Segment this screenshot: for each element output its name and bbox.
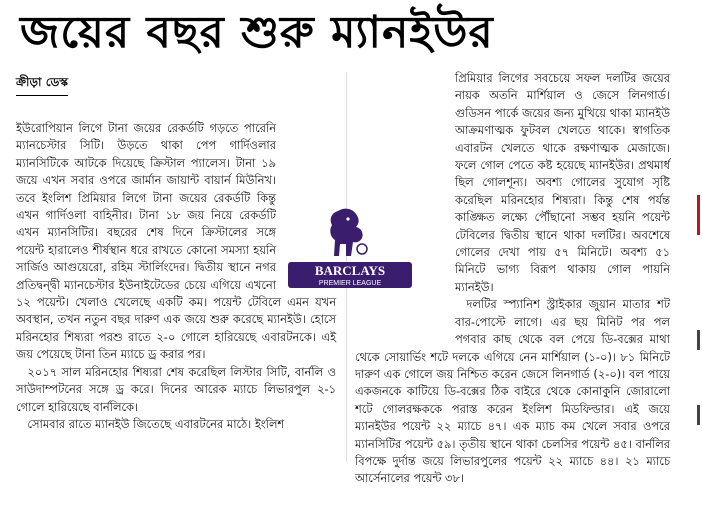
edge-accent [697,330,700,350]
edge-accent [697,405,700,425]
paragraph: সোমবার রাতে ম্যানইউ জিতেছে এবারটনের মাঠে। ইংলিশ [27,416,285,431]
headline: জয়ের বছর শুরু ম্যানইউর [20,7,494,58]
paragraph: ২০১৭ সাল মরিনহোর শিষ্যরা শেষ করেছিল লিস্টার সিটি, বার্নলি ও সাউদাম্পটনের সঙ্গে ড্র করে। দিনের আরেক ম্যাচে লিভারপুল ২-১ গোলে হারিয়েছে বার্নলিকে। [16,364,336,414]
premier-league-logo [280,205,420,300]
logo-brand: BARCLAYS [314,263,386,278]
lion-crest-icon [280,205,420,300]
paragraph: ইউরোপিয়ান লিগে টানা জয়ের রেকর্ডটি গড়তে পারেনি ম্যানচেস্টার সিটি। উড়তে থাকা পেপ গার্দিওলার ম্যানসিটিকে আটকে দিয়েছে ক্রিস্টাল প্যালেস। টানা ১৯ জয়ে এখন সবার ওপরে জার্মান জায়ান্ট বায়ার্ন মিউনিখ। তবে ইংলিশ প্রিমিয়ার লিগে টানা জয়ের রেকর্ডটি কিন্তু এখন গার্দিওলা বাহিনীর। টানা ১৮ জয় নিয়ে রেকর্ডটি এখন ম্যানসিটির। বছরের শেষ দিনে ক্রিস্টালের সঙ্গে পয়েন্ট হারালেও শীর্ষস্থান ধরে রাখতে কোনো সমস্যা হয়নি সার্জিও আগুয়েরো, রহিম স্টার্লিংদের। দ্বিতীয় স্থানে নগর প্রতিদ্বন্দ্বী ম্যানচেস্টার ইউনাইটেডের চেয়ে এগিয়ে এখনো ১২ পয়েন্ট। খেলাও খেলেছে একটি কম। পয়েন্ট টেবিলে এমন যখন অবস্থান, তখন নতুন বছর দারুণ এক জয়ে শুরু করেছে ম্যানইউ। হোসে মরিনহোর শিষ্যরা পরশু রাতে ২-০ গোলে হারিয়েছে এবারটনকে। এই জয় পেয়েছে টানা তিন ম্যাচে ড্র করার পর। [16,121,336,362]
logo-subtitle: PREMIER LEAGUE [318,280,382,287]
edge-accent [697,195,700,235]
paragraph: দলটির স্প্যানিশ স্ট্রাইকার জুয়ান মাতার শট বার-পোস্টে লাগে। এর ছয় মিনিট পর পল পগবার কাছ থেকে বল পেয়ে ডি-বক্সের মাথা থেকে সোয়ার্ভিং শটে দলকে এগিয়ে নেন মার্শিয়াল (১-০)। ৮১ মিনিটে দারুণ এক গোলে জয় নিশ্চিত করেন জেসে লিনগার্ড (২-০)। বল পায়ে একজনকে কাটিয়ে ডি-বক্সের ঠিক বাইরে থেকে কোনাকুনি জোরালো শটে গোলরক্ষককে পরাস্ত করেন ইংলিশ মিডফিল্ডার। এই জয়ে ম্যানইউর পয়েন্ট ২২ ম্যাচে ৪৭। এক ম্যাচ কম খেলে সবার ওপরে ম্যানসিটির পয়েন্ট ৫৯। তৃতীয় স্থানে থাকা চেলসির পয়েন্ট ৪৫। বার্নলির বিপক্ষে দুর্দান্ত জয়ে লিভারপুলের পয়েন্ট ২২ ম্যাচে ৪৪। ২১ ম্যাচে আর্সেনালের পয়েন্ট ৩৮। [355,297,670,486]
page-edge [688,0,702,510]
paragraph: প্রিমিয়ার লিগের সবচেয়ে সফল দলটির জয়ের নায়ক অতনি মার্শিয়াল ও জেসে লিনগার্ড। গুডিসন পার্কে জয়ের জন্য মুখিয়ে থাকা ম্যানইউ আক্রমণাত্মক ফুটবল খেলতে থাকে। স্বাগতিক এবারটন খেলতে থাকে রক্ষণাত্মক মেজাজে। ফলে গোল পেতে কষ্ট হয়েছে ম্যানইউর। প্রথমার্ধ ছিল গোলশূন্য। অবশ্য গোলের সুযোগ সৃষ্টি করেছিল মরিনহোর শিষ্যরা। কিন্তু শেষ পর্যন্ত কাঙ্ক্ষিত লক্ষ্যে পৌঁছানো সম্ভব হয়নি পয়েন্ট টেবিলের দ্বিতীয় স্থানে থাকা দলটির। অবশেষে গোলের দেখা পায় ৫৭ মিনিটে। অবশ্য ৫১ মিনিটে ভাগ্য বিরূপ থাকায় গোল পায়নি ম্যানইউ। [455,71,670,294]
byline-desk: ক্রীড়া ডেস্ক [16,74,68,96]
